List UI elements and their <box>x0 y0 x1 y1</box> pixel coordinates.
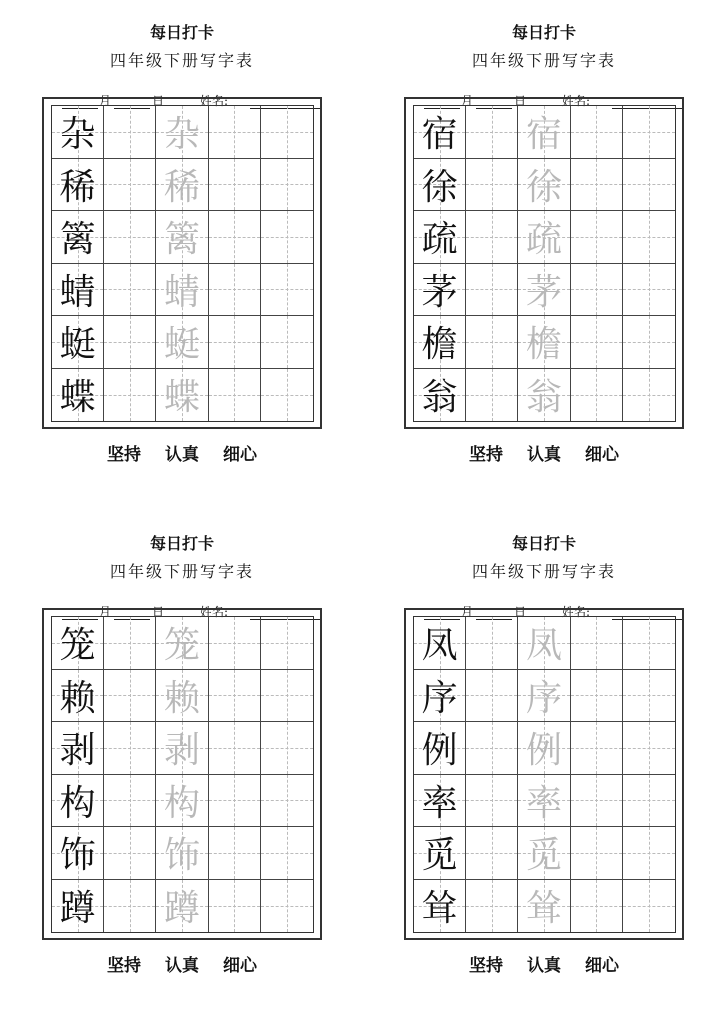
grid-cell <box>52 722 104 775</box>
grid-cell[interactable] <box>104 369 156 422</box>
model-character: 蝶 <box>59 377 96 419</box>
grid-cell[interactable] <box>623 369 675 422</box>
grid-cell <box>156 827 208 880</box>
motto-serious: 认真 <box>527 956 561 976</box>
grid-cell[interactable] <box>261 264 313 317</box>
model-character: 赖 <box>59 677 96 719</box>
grid-cell[interactable] <box>104 617 156 670</box>
grid-cell <box>156 264 208 317</box>
model-character: 蜻 <box>59 271 96 313</box>
grid-cell <box>414 106 466 159</box>
grid-cell[interactable] <box>261 827 313 880</box>
trace-character: 宿 <box>525 114 562 156</box>
grid-cell <box>518 369 570 422</box>
grid-cell[interactable] <box>209 775 261 828</box>
grid-cell[interactable] <box>571 264 623 317</box>
grid-cell <box>518 106 570 159</box>
trace-character: 檐 <box>525 324 562 366</box>
grid-cell <box>156 775 208 828</box>
writing-grid <box>413 616 676 933</box>
grid-cell[interactable] <box>623 316 675 369</box>
grid-cell <box>156 211 208 264</box>
motto-persist: 坚持 <box>469 956 503 976</box>
trace-character: 笼 <box>163 625 200 667</box>
grid-cell <box>414 617 466 670</box>
month-label: 月 <box>461 94 474 108</box>
grid-cell[interactable] <box>466 617 518 670</box>
trace-character: 蹲 <box>163 888 200 930</box>
model-character: 剥 <box>59 730 96 772</box>
motto-careful: 细心 <box>585 956 619 976</box>
grid-cell[interactable] <box>571 880 623 933</box>
writing-grid-frame <box>42 97 322 429</box>
grid-cell[interactable] <box>261 775 313 828</box>
grid-cell[interactable] <box>571 159 623 212</box>
grid-cell <box>52 827 104 880</box>
grid-cell[interactable] <box>623 880 675 933</box>
trace-character: 耸 <box>525 888 562 930</box>
grid-cell <box>156 617 208 670</box>
grid-cell <box>518 617 570 670</box>
day-label: 日 <box>152 94 165 108</box>
grid-cell[interactable] <box>623 670 675 723</box>
trace-character: 稀 <box>163 166 200 208</box>
writing-grid-frame <box>404 608 684 940</box>
grid-cell[interactable] <box>104 159 156 212</box>
model-character: 耸 <box>421 888 458 930</box>
grid-cell[interactable] <box>623 159 675 212</box>
motto-serious: 认真 <box>165 956 199 976</box>
grid-cell <box>156 880 208 933</box>
trace-character: 剥 <box>163 730 200 772</box>
name-label: 姓名: <box>562 94 591 108</box>
grid-cell <box>414 159 466 212</box>
grid-cell[interactable] <box>261 211 313 264</box>
grid-cell[interactable] <box>571 369 623 422</box>
model-character: 宿 <box>421 114 458 156</box>
grid-cell[interactable] <box>571 722 623 775</box>
trace-character: 凤 <box>525 625 562 667</box>
grid-cell <box>414 264 466 317</box>
grid-cell[interactable] <box>209 722 261 775</box>
trace-character: 蜻 <box>163 271 200 313</box>
sheet-title: 每日打卡 <box>149 23 214 42</box>
motto-careful: 细心 <box>585 445 619 465</box>
trace-character: 饰 <box>163 835 200 877</box>
sheet-title: 每日打卡 <box>149 534 214 553</box>
grid-cell[interactable] <box>209 211 261 264</box>
day-label: 日 <box>152 605 165 619</box>
grid-cell <box>518 670 570 723</box>
grid-cell[interactable] <box>623 827 675 880</box>
grid-cell <box>414 369 466 422</box>
model-character: 徐 <box>421 166 458 208</box>
model-character: 杂 <box>59 114 96 156</box>
writing-grid-frame <box>42 608 322 940</box>
sheet-title: 每日打卡 <box>511 534 576 553</box>
grid-cell[interactable] <box>466 106 518 159</box>
grid-cell <box>156 106 208 159</box>
motto-persist: 坚持 <box>107 956 141 976</box>
grid-cell <box>414 211 466 264</box>
trace-character: 构 <box>163 782 200 824</box>
model-character: 稀 <box>59 166 96 208</box>
grid-cell[interactable] <box>104 775 156 828</box>
sheet-subtitle: 四年级下册写字表 <box>109 51 254 70</box>
grid-cell[interactable] <box>571 670 623 723</box>
grid-cell <box>52 670 104 723</box>
grid-cell[interactable] <box>571 827 623 880</box>
name-label: 姓名: <box>200 94 229 108</box>
grid-cell[interactable] <box>466 369 518 422</box>
practice-sheet <box>404 0 684 490</box>
grid-cell <box>518 211 570 264</box>
sheet-subtitle: 四年级下册写字表 <box>471 51 616 70</box>
grid-cell <box>156 316 208 369</box>
grid-cell[interactable] <box>571 316 623 369</box>
grid-cell[interactable] <box>104 722 156 775</box>
grid-cell[interactable] <box>261 106 313 159</box>
grid-cell[interactable] <box>466 264 518 317</box>
grid-cell <box>52 617 104 670</box>
grid-cell[interactable] <box>623 264 675 317</box>
grid-cell[interactable] <box>261 670 313 723</box>
trace-character: 觅 <box>525 835 562 877</box>
practice-sheet <box>42 511 322 1001</box>
motto-persist: 坚持 <box>469 445 503 465</box>
grid-cell[interactable] <box>466 316 518 369</box>
trace-character: 杂 <box>163 114 200 156</box>
trace-character: 徐 <box>525 166 562 208</box>
sheet-title: 每日打卡 <box>511 23 576 42</box>
motto <box>42 440 322 465</box>
grid-cell[interactable] <box>571 211 623 264</box>
model-character: 蜓 <box>59 324 96 366</box>
grid-cell[interactable] <box>623 722 675 775</box>
month-label: 月 <box>99 94 112 108</box>
grid-cell[interactable] <box>209 316 261 369</box>
grid-cell[interactable] <box>209 827 261 880</box>
grid-cell[interactable] <box>466 827 518 880</box>
trace-character: 蝶 <box>163 377 200 419</box>
grid-cell <box>52 159 104 212</box>
model-character: 凤 <box>421 625 458 667</box>
model-character: 翁 <box>421 377 458 419</box>
grid-cell[interactable] <box>261 159 313 212</box>
trace-character: 疏 <box>525 219 562 261</box>
name-label: 姓名: <box>200 605 229 619</box>
grid-cell[interactable] <box>104 211 156 264</box>
model-character: 篱 <box>59 219 96 261</box>
model-character: 蹲 <box>59 888 96 930</box>
model-character: 茅 <box>421 271 458 313</box>
grid-cell[interactable] <box>209 106 261 159</box>
grid-cell <box>518 775 570 828</box>
motto-persist: 坚持 <box>107 445 141 465</box>
model-character: 觅 <box>421 835 458 877</box>
motto-careful: 细心 <box>223 445 257 465</box>
writing-grid-frame <box>404 97 684 429</box>
motto-careful: 细心 <box>223 956 257 976</box>
model-character: 笼 <box>59 625 96 667</box>
grid-cell[interactable] <box>623 106 675 159</box>
grid-cell <box>518 264 570 317</box>
model-character: 率 <box>421 782 458 824</box>
name-label: 姓名: <box>562 605 591 619</box>
grid-cell <box>518 159 570 212</box>
grid-cell <box>52 369 104 422</box>
model-character: 饰 <box>59 835 96 877</box>
writing-grid <box>51 616 314 933</box>
trace-character: 茅 <box>525 271 562 313</box>
grid-cell <box>156 670 208 723</box>
grid-cell[interactable] <box>209 880 261 933</box>
trace-character: 蜓 <box>163 324 200 366</box>
grid-cell[interactable] <box>104 827 156 880</box>
grid-cell <box>518 316 570 369</box>
grid-cell[interactable] <box>104 264 156 317</box>
grid-cell[interactable] <box>104 316 156 369</box>
grid-cell <box>52 211 104 264</box>
grid-cell <box>414 670 466 723</box>
trace-character: 例 <box>525 730 562 772</box>
month-label: 月 <box>461 605 474 619</box>
practice-sheet <box>42 0 322 490</box>
motto-serious: 认真 <box>165 445 199 465</box>
grid-cell <box>52 880 104 933</box>
grid-cell <box>156 722 208 775</box>
writing-grid <box>413 105 676 422</box>
model-character: 序 <box>421 677 458 719</box>
grid-cell[interactable] <box>623 775 675 828</box>
grid-cell[interactable] <box>209 670 261 723</box>
grid-cell[interactable] <box>466 211 518 264</box>
trace-character: 率 <box>525 782 562 824</box>
grid-cell <box>52 106 104 159</box>
grid-cell <box>518 827 570 880</box>
day-label: 日 <box>514 605 527 619</box>
grid-cell[interactable] <box>571 775 623 828</box>
grid-cell[interactable] <box>209 617 261 670</box>
grid-cell[interactable] <box>104 670 156 723</box>
trace-character: 翁 <box>525 377 562 419</box>
grid-cell[interactable] <box>466 722 518 775</box>
motto-serious: 认真 <box>527 445 561 465</box>
motto <box>42 951 322 976</box>
day-label: 日 <box>514 94 527 108</box>
grid-cell <box>52 316 104 369</box>
model-character: 疏 <box>421 219 458 261</box>
grid-cell <box>414 880 466 933</box>
grid-cell <box>52 775 104 828</box>
motto <box>404 440 684 465</box>
grid-cell[interactable] <box>209 264 261 317</box>
grid-cell <box>414 775 466 828</box>
grid-cell[interactable] <box>261 369 313 422</box>
trace-character: 序 <box>525 677 562 719</box>
grid-cell <box>52 264 104 317</box>
writing-grid <box>51 105 314 422</box>
grid-cell[interactable] <box>466 670 518 723</box>
grid-cell[interactable] <box>466 880 518 933</box>
month-label: 月 <box>99 605 112 619</box>
grid-cell <box>518 722 570 775</box>
sheet-subtitle: 四年级下册写字表 <box>109 562 254 581</box>
grid-cell <box>414 722 466 775</box>
grid-cell <box>414 316 466 369</box>
grid-cell[interactable] <box>261 316 313 369</box>
grid-cell[interactable] <box>571 106 623 159</box>
trace-character: 篱 <box>163 219 200 261</box>
model-character: 例 <box>421 730 458 772</box>
grid-cell <box>414 827 466 880</box>
grid-cell[interactable] <box>466 775 518 828</box>
grid-cell[interactable] <box>261 880 313 933</box>
sheet-subtitle: 四年级下册写字表 <box>471 562 616 581</box>
motto <box>404 951 684 976</box>
trace-character: 赖 <box>163 677 200 719</box>
grid-cell[interactable] <box>209 369 261 422</box>
model-character: 构 <box>59 782 96 824</box>
grid-cell[interactable] <box>104 880 156 933</box>
grid-cell <box>156 369 208 422</box>
grid-cell[interactable] <box>571 617 623 670</box>
grid-cell[interactable] <box>104 106 156 159</box>
grid-cell[interactable] <box>466 159 518 212</box>
model-character: 檐 <box>421 324 458 366</box>
grid-cell[interactable] <box>261 617 313 670</box>
grid-cell <box>156 159 208 212</box>
grid-cell[interactable] <box>623 211 675 264</box>
grid-cell[interactable] <box>209 159 261 212</box>
grid-cell[interactable] <box>623 617 675 670</box>
grid-cell <box>518 880 570 933</box>
grid-cell[interactable] <box>261 722 313 775</box>
practice-sheet <box>404 511 684 1001</box>
